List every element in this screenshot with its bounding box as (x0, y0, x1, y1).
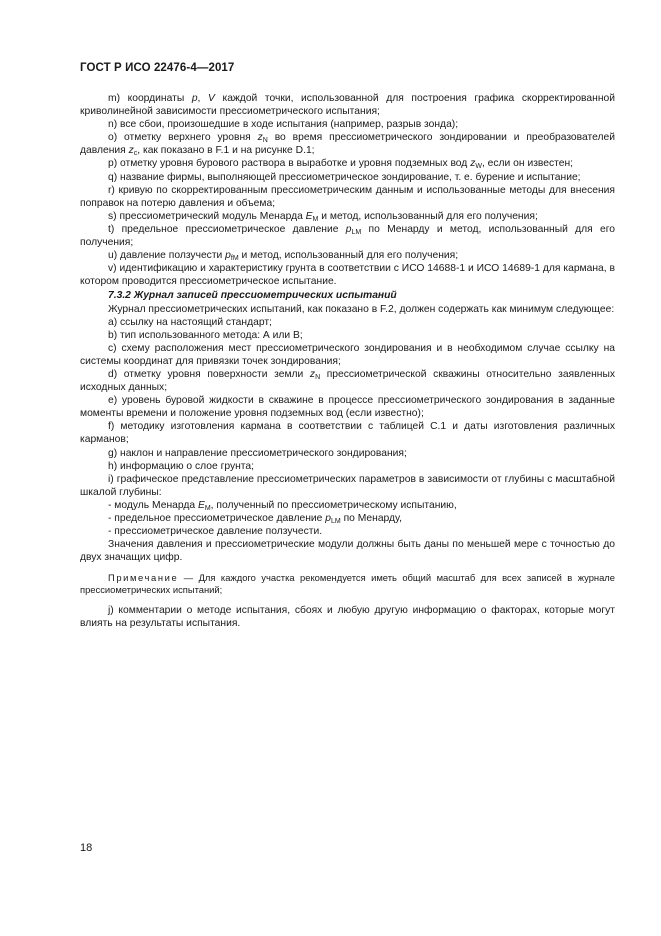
list-item-n: n) все сбои, произошедшие в ходе испытания (например, разрыв зонда); (108, 119, 459, 131)
list-item-u: u) давление ползучести $p_{fM}$ и метод, использованный для его получения; (108, 250, 459, 263)
list-item-r: r) кривую по скорректированным прессиометрическим данным и использованные методы для внесения поправок на потерю давления и объема; (80, 184, 615, 209)
dash-item-modulus: - модуль Менарда $E_M$, полученный по прессиометрическому испытанию, (108, 499, 457, 512)
section-intro: Журнал прессиометрических испытаний, как показано в F.2, должен содержать как минимум следующее: (108, 303, 615, 315)
note-text: — Для каждого участка рекомендуется иметь общий масштаб для всех записей в журнале прессиометрических испытаний; (80, 572, 615, 596)
note (80, 572, 615, 596)
list-item-v: v) идентификацию и характеристику грунта в соответствии с ИСО 14688-1 и ИСО 14689-1 для кармана, в котором проводится прессиометрическое испытание. (80, 263, 615, 288)
note-label: Примечание (108, 572, 179, 584)
section-heading (80, 289, 615, 302)
dash-item-creep-pressure: - прессиометрическое давление ползучести. (108, 526, 323, 538)
list-item-t: t) предельное прессиометрическое давление $p_{LM}$ по Менарду и метод, использованный для его получения; (80, 223, 616, 249)
list-item-g: g) наклон и направление прессиометрического зондирования; (108, 447, 407, 459)
list-item-s: s) прессиометрический модуль Менарда $E_M$ и метод, использованный для его получения; (108, 210, 538, 223)
dash-item-limit-pressure: - предельное прессиометрическое давление $p_{LM}$ по Менарду, (108, 513, 403, 525)
list-item-e: e) уровень буровой жидкости в скважине в процессе прессиометрического зондирования в заданные моменты времени и положение уровня подземных вод (если известно); (80, 395, 615, 420)
list-item-c: c) схему расположения мест прессиометрического зондирования и в необходимом случае ссылку на системы координат для привязки точек зондирования; (80, 342, 615, 367)
list-item-f: f) методику изготовления кармана в соответствии с таблицей С.1 и даты изготовления различных карманов; (80, 421, 615, 446)
list-item-m: m) координаты p, V каждой точки, использованной для построения графика скорректированной криволинейной зависимости прессиометрического испытания; (80, 93, 615, 118)
section-number: 7.3.2 (108, 290, 131, 302)
list-item-a: a) ссылку на настоящий стандарт; (108, 316, 272, 328)
list-item-j: j) комментарии о методе испытания, сбоях и любую другую информацию о факторах, которые могут влиять на результаты испытания. (80, 605, 615, 630)
list-item-h: h) информацию о слое грунта; (108, 460, 254, 472)
list-item-o: o) отметку верхнего уровня $z_N$ во время прессиометрического зондировании и преобразователей давления $z_c$, как показано в F.1 и на рисунке D.1; (80, 132, 615, 158)
document-header: ГОСТ Р ИСО 22476-4—2017 (80, 62, 235, 74)
page-number: 18 (80, 842, 93, 854)
section-title: Журнал записей прессиометрических испытаний (133, 290, 397, 302)
list-item-i: i) графическое представление прессиометрических параметров в зависимости от глубины с масштабной шкалой глубины: (80, 473, 615, 498)
list-item-p: p) отметку уровня бурового раствора в выработке и уровня подземных вод $z_W$, если он известен; (108, 158, 574, 171)
list-item-b: b) тип использованного метода: А или В; (108, 329, 303, 341)
list-item-q: q) название фирмы, выполняющей прессиометрическое зондирование, т. е. бурение и испытание; (108, 171, 581, 183)
document-body (80, 92, 615, 631)
list-item-d: d) отметку уровня поверхности земли $z_N$ прессиометрической скважины относительно заявленных исходных данных; (80, 368, 616, 394)
values-precision-text: Значения давления и прессиометрические модули должны быть даны по меньшей мере с точностью до двух значащих цифр. (80, 539, 615, 564)
